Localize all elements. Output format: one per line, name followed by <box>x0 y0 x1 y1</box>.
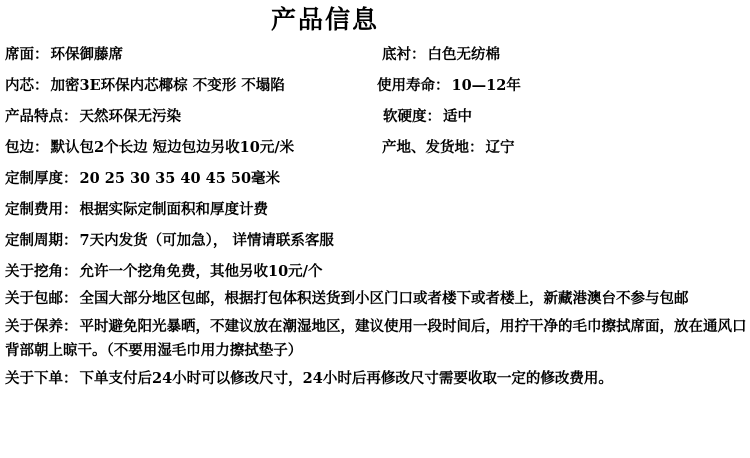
info-row-features <box>5 101 747 132</box>
edging-label: 包边： <box>5 139 49 156</box>
core-field <box>5 70 285 101</box>
firmness-field <box>383 101 472 132</box>
features-field <box>5 101 181 132</box>
info-row-cost <box>5 194 747 225</box>
shipping-paragraph <box>5 287 747 311</box>
lifespan-field <box>377 70 521 101</box>
backing-label: 底衬： <box>382 46 426 63</box>
shipping-label: 关于包邮： <box>5 290 78 307</box>
care-paragraph <box>5 315 747 363</box>
features-label: 产品特点： <box>5 108 78 125</box>
lifespan-label: 使用寿命： <box>377 77 450 94</box>
cost-field <box>5 194 268 225</box>
ordering-paragraph <box>5 367 747 391</box>
origin-label: 产地、发货地： <box>382 139 484 156</box>
backing-value: 白色无纺棉 <box>427 46 500 63</box>
thickness-value: 20 25 30 35 40 45 50毫米 <box>79 170 281 187</box>
care-label: 关于保养： <box>5 318 78 335</box>
info-row-corner-cut <box>5 256 747 287</box>
features-value: 天然环保无污染 <box>79 108 181 125</box>
edging-value: 默认包2个长边 短边包边另收10元/米 <box>50 139 295 156</box>
edging-field <box>5 132 294 163</box>
corner-cut-label: 关于挖角： <box>5 263 78 280</box>
core-label: 内芯： <box>5 77 49 94</box>
origin-field <box>382 132 515 163</box>
origin-value: 辽宁 <box>485 139 515 156</box>
firmness-label: 软硬度： <box>383 108 441 125</box>
cycle-value: 7天内发货（可加急）， 详情请联系客服 <box>79 232 334 249</box>
ordering-value: 下单支付后24小时可以修改尺寸，24小时后再修改尺寸需要收取一定的修改费用。 <box>79 370 613 387</box>
info-row-core <box>5 70 747 101</box>
cost-label: 定制费用： <box>5 201 78 218</box>
backing-field <box>382 39 500 70</box>
info-row-mat-surface <box>5 39 747 70</box>
mat-surface-label: 席面： <box>5 46 49 63</box>
core-value: 加密3E环保内芯椰棕 不变形 不塌陷 <box>50 77 285 94</box>
corner-cut-field <box>5 256 322 287</box>
info-row-cycle <box>5 225 747 256</box>
cycle-label: 定制周期： <box>5 232 78 249</box>
ordering-label: 关于下单： <box>5 370 78 387</box>
cost-value: 根据实际定制面积和厚度计费 <box>79 201 268 218</box>
info-row-thickness <box>5 163 747 194</box>
corner-cut-value: 允许一个挖角免费，其他另收10元/个 <box>79 263 323 280</box>
lifespan-value: 10—12年 <box>451 77 521 94</box>
product-info <box>5 39 747 391</box>
info-row-edging <box>5 132 747 163</box>
page-title: 产品信息 <box>270 5 379 34</box>
cycle-field <box>5 225 334 256</box>
mat-surface-field <box>5 39 123 70</box>
care-value: 平时避免阳光暴晒，不建议放在潮湿地区，建议使用一段时间后，用拧干净的毛巾擦拭席面，放在通风口背部朝上晾干。（不要用湿毛巾用力擦拭垫子） <box>5 318 747 359</box>
thickness-label: 定制厚度： <box>5 170 78 187</box>
mat-surface-value: 环保御藤席 <box>50 46 123 63</box>
shipping-value: 全国大部分地区包邮，根据打包体积送货到小区门口或者楼下或者楼上，新藏港澳台不参与包邮 <box>79 290 689 307</box>
firmness-value: 适中 <box>443 108 472 125</box>
thickness-field <box>5 163 280 194</box>
